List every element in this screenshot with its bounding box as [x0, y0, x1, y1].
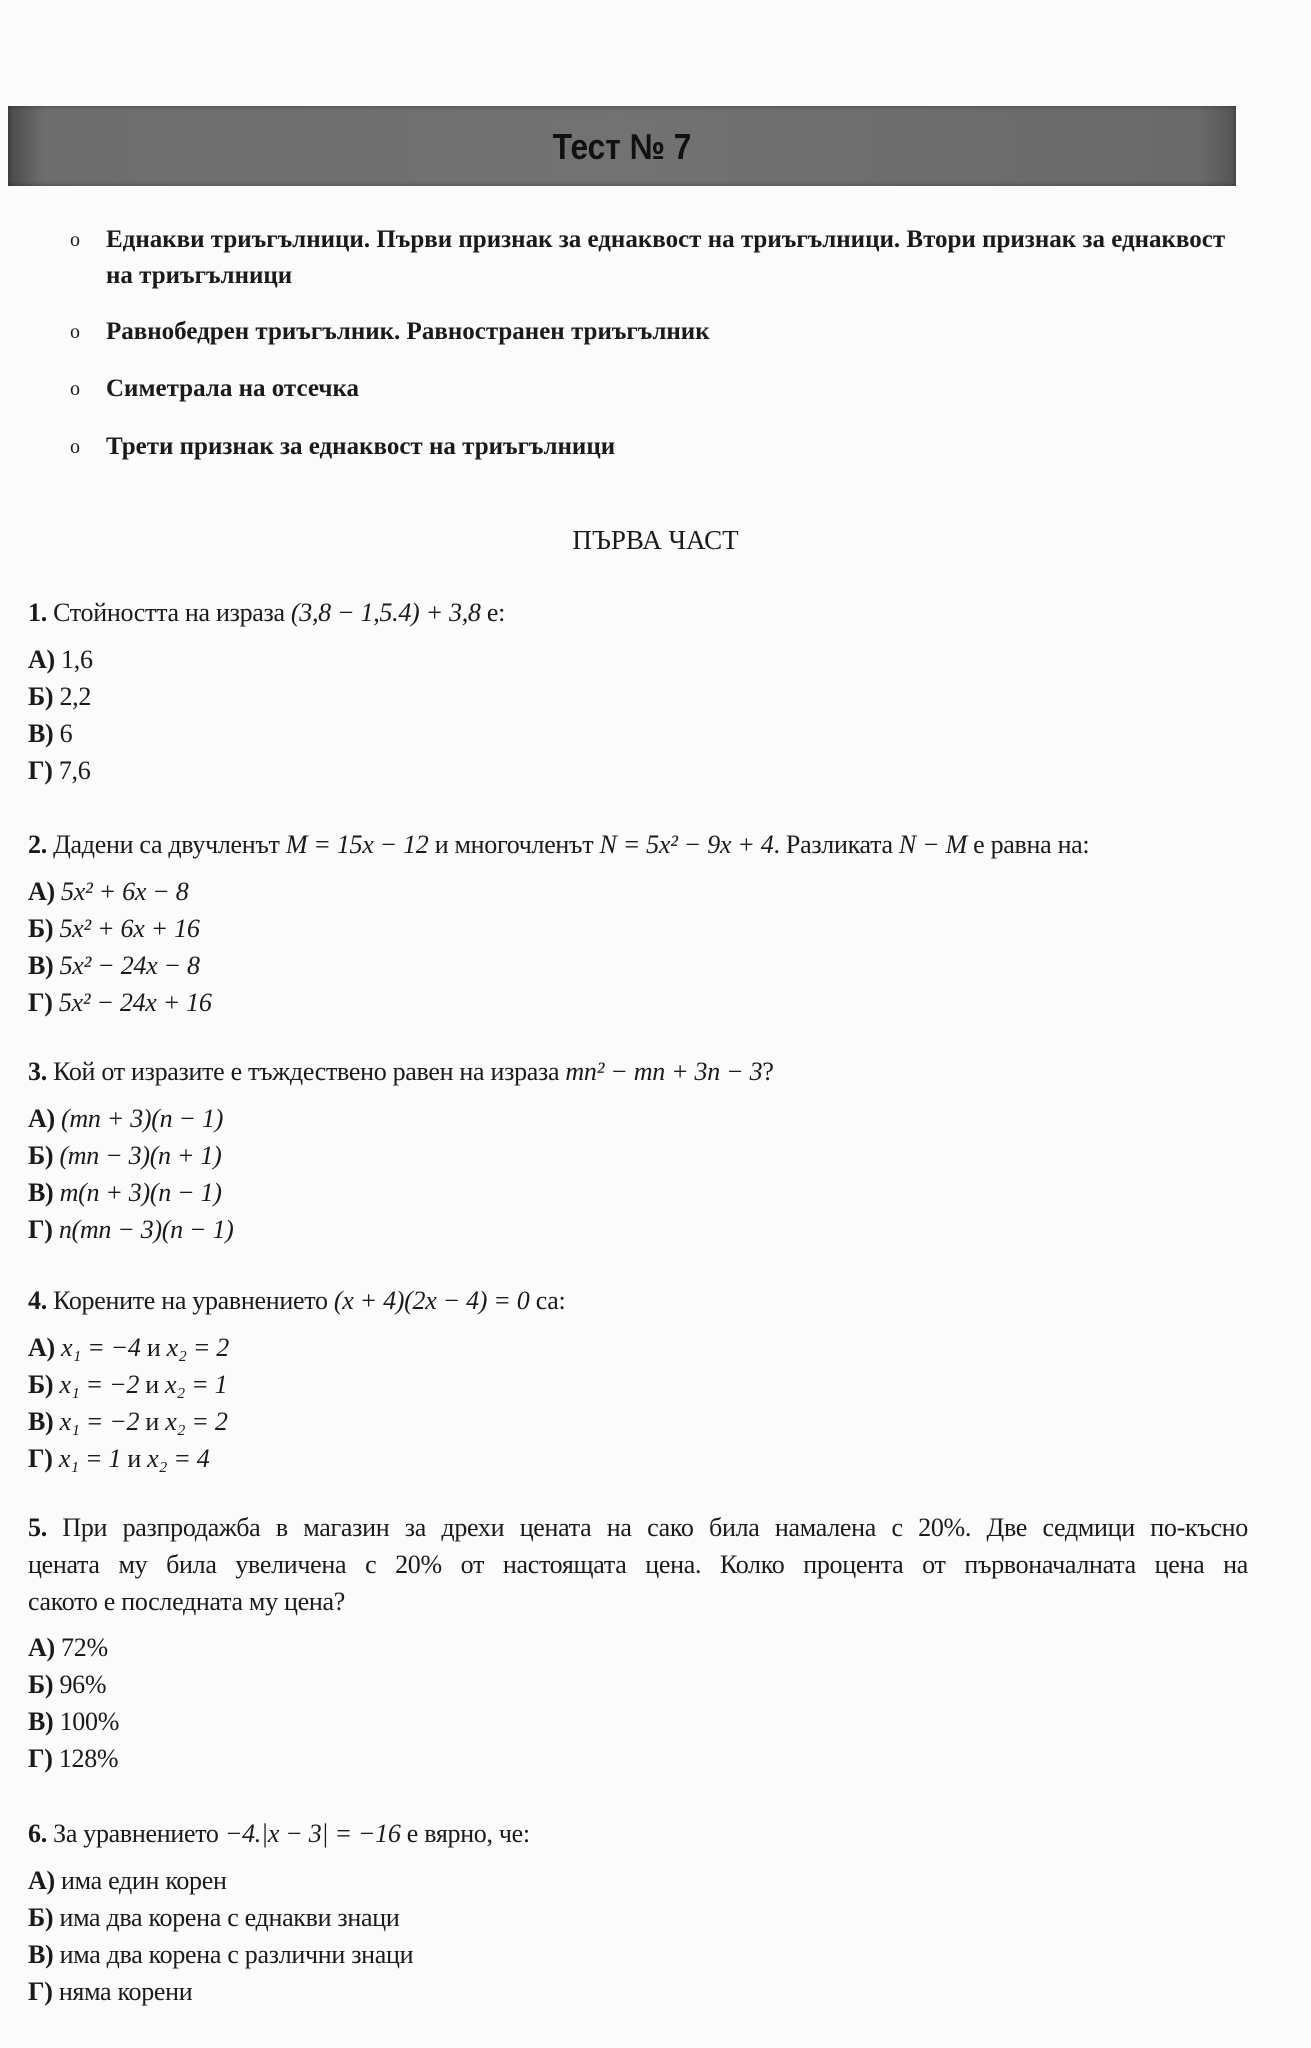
text-segment: има два корена с еднакви знаци — [59, 1903, 400, 1932]
math-expression: x₂ = 2 — [166, 1333, 229, 1362]
question-2 — [28, 826, 1248, 1021]
text-segment: има един корен — [61, 1866, 227, 1895]
answer-option — [28, 641, 1248, 678]
answer-option — [28, 1329, 1248, 1366]
text-segment: и — [139, 1407, 166, 1436]
question-prompt-line — [28, 1583, 1248, 1620]
question-prompt-line — [28, 1546, 1248, 1583]
answer-option — [28, 1137, 1248, 1174]
text-segment: ? — [762, 1057, 774, 1086]
option-label: Г) — [28, 1215, 53, 1244]
question-prompt-text: цената му била увеличена с 20% от настоящата цена. Колко процента от първоначалната цена на — [28, 1550, 1248, 1579]
math-expression: M = 15x − 12 — [285, 830, 429, 859]
question-prompt — [28, 1053, 1248, 1090]
math-expression: 5x² − 24x + 16 — [58, 988, 212, 1017]
bullet-icon: o — [70, 436, 80, 458]
option-label: Б) — [28, 1141, 54, 1170]
math-expression: x₂ = 2 — [165, 1407, 228, 1436]
math-expression: (x + 4)(2x − 4) = 0 — [333, 1286, 530, 1315]
math-expression: (mn − 3)(n + 1) — [59, 1141, 222, 1170]
question-number: 6. — [28, 1819, 47, 1848]
math-expression: x₁ = −2 — [59, 1407, 140, 1436]
answer-option — [28, 947, 1248, 984]
topic-item — [70, 222, 1256, 294]
option-label: А) — [28, 1333, 55, 1362]
bullet-icon: o — [70, 378, 80, 400]
option-label: Б) — [28, 1370, 54, 1399]
text-segment: няма корени — [58, 1977, 193, 2006]
text-segment: 100% — [59, 1707, 120, 1736]
math-expression: (3,8 − 1,5.4) + 3,8 — [290, 598, 481, 627]
text-segment: За уравнението — [53, 1819, 225, 1848]
topic-item — [70, 429, 1256, 465]
question-prompt-text: При разпродажба в магазин за дрехи цената на сако била намалена с 20%. Две седмици по-късно — [62, 1513, 1248, 1542]
option-label: А) — [28, 877, 55, 906]
option-label: Г) — [28, 756, 53, 785]
text-segment: 1,6 — [61, 645, 93, 674]
answer-option — [28, 1211, 1248, 1248]
topic-text: Равнобедрен триъгълник. Равностранен триъгълник — [106, 318, 710, 345]
text-segment: 7,6 — [58, 756, 91, 785]
option-label: В) — [28, 951, 54, 980]
math-expression: −4.|x − 3| = −16 — [224, 1819, 401, 1848]
question-5 — [28, 1509, 1248, 1777]
answer-option — [28, 1100, 1248, 1137]
answer-option — [28, 1174, 1248, 1211]
question-number: 5. — [28, 1513, 47, 1542]
text-segment: и многочленът — [428, 830, 600, 859]
math-expression: 5x² − 24x − 8 — [59, 951, 200, 980]
answer-option — [28, 1629, 1248, 1666]
question-4 — [28, 1282, 1248, 1477]
text-segment: 128% — [58, 1744, 119, 1773]
topic-text: Еднакви триъгълници. Първи признак за еднаквост на триъгълници. Втори признак за еднаквост на триъгълници — [106, 226, 1226, 289]
math-expression: x₂ = 4 — [147, 1444, 210, 1473]
question-1 — [28, 594, 1248, 789]
text-segment: 72% — [61, 1633, 108, 1662]
text-segment: 2,2 — [59, 682, 92, 711]
answer-option — [28, 1366, 1248, 1403]
question-prompt-text: сакото е последната му цена? — [28, 1587, 345, 1616]
question-prompt-line — [28, 1509, 1248, 1546]
math-expression: x₁ = 1 — [58, 1444, 122, 1473]
text-segment: е равна на: — [966, 830, 1090, 859]
option-label: А) — [28, 1633, 55, 1662]
option-label: В) — [28, 719, 54, 748]
text-segment: е: — [480, 598, 506, 627]
option-label: Б) — [28, 1903, 54, 1932]
answer-option — [28, 984, 1248, 1021]
option-label: Г) — [28, 988, 53, 1017]
text-segment: 6 — [59, 719, 73, 748]
topic-text: Симетрала на отсечка — [106, 375, 359, 402]
text-segment: са: — [529, 1286, 566, 1315]
answer-option — [28, 1403, 1248, 1440]
math-expression: 5x² + 6x + 16 — [59, 914, 200, 943]
question-prompt — [28, 826, 1248, 863]
question-prompt — [28, 1815, 1248, 1852]
bullet-icon: o — [70, 229, 80, 251]
option-label: В) — [28, 1707, 54, 1736]
option-label: Б) — [28, 1670, 54, 1699]
math-expression: x₂ = 1 — [165, 1370, 228, 1399]
answer-option — [28, 715, 1248, 752]
answer-option — [28, 752, 1248, 789]
math-expression: N = 5x² − 9x + 4 — [599, 830, 774, 859]
option-label: В) — [28, 1407, 54, 1436]
math-expression: N − M — [898, 830, 967, 859]
answer-option — [28, 873, 1248, 910]
text-segment: и — [139, 1370, 166, 1399]
math-expression: x₁ = −4 — [61, 1333, 141, 1362]
answer-option — [28, 1899, 1248, 1936]
answer-option — [28, 1703, 1248, 1740]
question-number: 3. — [28, 1057, 47, 1086]
test-header-bar — [8, 106, 1236, 186]
option-label: Г) — [28, 1444, 53, 1473]
math-expression: mn² − mn + 3n − 3 — [565, 1057, 763, 1086]
answer-option — [28, 1973, 1248, 2010]
option-label: Г) — [28, 1977, 53, 2006]
math-expression: (mn + 3)(n − 1) — [61, 1104, 224, 1133]
text-segment: . Разликата — [773, 830, 899, 859]
bullet-icon: o — [70, 321, 80, 343]
question-number: 1. — [28, 598, 47, 627]
question-prompt — [28, 594, 1248, 631]
answer-option — [28, 1740, 1248, 1777]
answer-option — [28, 1936, 1248, 1973]
option-label: Б) — [28, 914, 54, 943]
question-6 — [28, 1815, 1248, 2010]
answer-option — [28, 1862, 1248, 1899]
math-expression: x₁ = −2 — [59, 1370, 140, 1399]
option-label: А) — [28, 645, 55, 674]
text-segment: Дадени са двучленът — [53, 830, 286, 859]
option-label: Б) — [28, 682, 54, 711]
topic-item — [70, 314, 1256, 350]
question-prompt — [28, 1282, 1248, 1319]
answer-option — [28, 1440, 1248, 1477]
text-segment: и — [140, 1333, 167, 1362]
math-expression: m(n + 3)(n − 1) — [59, 1178, 222, 1207]
part-title: ПЪРВА ЧАСТ — [572, 525, 739, 555]
option-label: А) — [28, 1866, 55, 1895]
answer-option — [28, 1666, 1248, 1703]
option-label: А) — [28, 1104, 55, 1133]
topic-text: Трети признак за еднаквост на триъгълници — [106, 433, 616, 460]
math-expression: 5x² + 6x − 8 — [61, 877, 189, 906]
answer-option — [28, 678, 1248, 715]
question-number: 2. — [28, 830, 47, 859]
text-segment: Корените на уравнението — [53, 1286, 334, 1315]
topic-item — [70, 371, 1256, 407]
text-segment: има два корена с различни знаци — [59, 1940, 414, 1969]
option-label: В) — [28, 1178, 54, 1207]
text-segment: 96% — [59, 1670, 107, 1699]
text-segment: и — [121, 1444, 148, 1473]
question-number: 4. — [28, 1286, 47, 1315]
answer-option — [28, 910, 1248, 947]
text-segment: Кой от изразите е тъждествено равен на израза — [53, 1057, 566, 1086]
text-segment: е вярно, че: — [400, 1819, 530, 1848]
text-segment: Стойността на израза — [53, 598, 291, 627]
option-label: В) — [28, 1940, 54, 1969]
test-title: Тест № 7 — [552, 126, 692, 167]
math-expression: n(mn − 3)(n − 1) — [58, 1215, 234, 1244]
question-3 — [28, 1053, 1248, 1248]
option-label: Г) — [28, 1744, 53, 1773]
